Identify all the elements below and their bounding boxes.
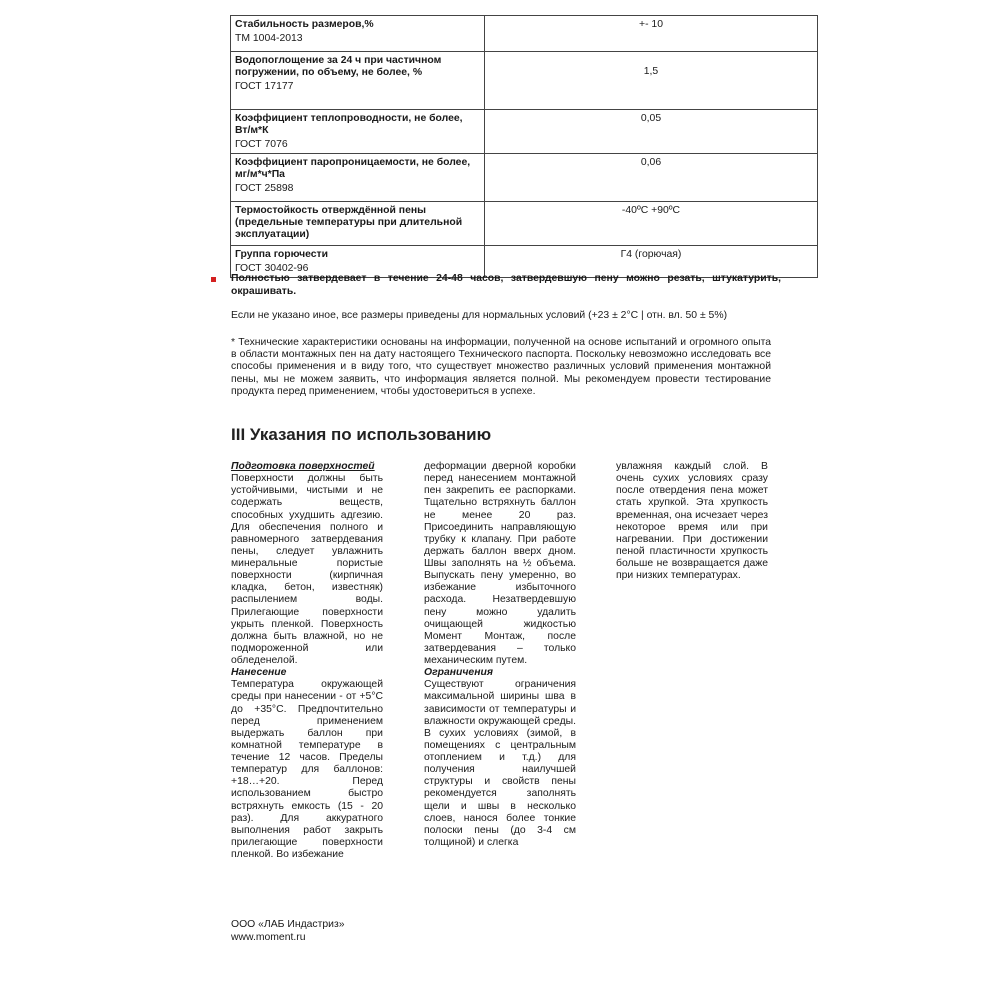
spec-param-title: Стабильность размеров,%	[235, 19, 374, 30]
spec-param-standard: ГОСТ 17177	[235, 81, 294, 93]
spec-param-cell	[231, 16, 485, 52]
apply-heading: Нанесение	[231, 667, 287, 679]
limits-text: Существуют ограничения максимальной ширины шва в зависимости от температуры и влажности окружающей среды. В сухих условиях (зимой, в помещениях с центральным отоплением и т.д.) для получения наилучшей структуры и свойств пены рекомендуется заполнять щели и швы в несколько слоев, нанося более тонкие полоски пены (до 3-4 см толщиной) и слегка	[424, 679, 576, 848]
spec-param-standard: ГОСТ 30402-96	[235, 263, 309, 275]
instructions-column-2	[424, 461, 576, 849]
website-link[interactable]: www.moment.ru	[231, 931, 306, 943]
apply-text: Температура окружающей среды при нанесении - от +5°С до +35°С. Предпочтительно перед применением выдержать баллон при комнатной температуре в течение 12 часов. Пределы температур для баллонов: +18…+20. Перед использованием быстро встряхнуть емкость (15 - 20 раз). Для аккуратного выполнения работ закрыть прилегающие поверхности пленкой. Во избежание	[231, 679, 383, 860]
spec-row	[231, 52, 818, 110]
limits-text-continued: увлажняя каждый слой. В очень сухих условиях сразу после отвердения пена может стать хрупкой. Эта хрупкость временная, она исчезает через некоторое время или при нагревании. При достижении пеной пластичности хрупкость больше не возвращается даже при низких температурах.	[616, 461, 768, 582]
apply-text-continued: деформации дверной коробки перед нанесением монтажной пен закрепить ее распорками. Тщательно встряхнуть баллон не менее 20 раз. Присоединить направляющую трубку к клапану. При работе держать баллон вверх дном. Швы заполнять на ½ объема. Выпускать пену умеренно, во избежание избыточного расхода. Незатвердевшую пену можно удалить очищающей жидкостью Момент Монтаж, после затвердевания – только механическим путем.	[424, 461, 576, 666]
bullet-square-icon	[211, 277, 216, 282]
cure-time-note: Полностью затвердевает в течение 24-48 часов, затвердевшую пену можно резать, штукатурить, окрашивать.	[231, 273, 781, 297]
company-name: ООО «ЛАБ Индастриз»	[231, 919, 345, 930]
spec-param-title: Водопоглощение за 24 ч при частичном погружении, по объему, не более, %	[235, 55, 442, 79]
spec-row	[231, 110, 818, 154]
spec-param-cell	[231, 154, 485, 202]
spec-table	[230, 15, 818, 278]
footer	[231, 919, 345, 944]
spec-value: +- 10	[485, 16, 818, 52]
spec-param-cell	[231, 202, 485, 246]
instructions-column-1	[231, 461, 383, 861]
spec-value: 0,06	[485, 154, 818, 202]
spec-value: 1,5	[485, 52, 818, 110]
prep-heading: Подготовка поверхностей	[231, 461, 375, 472]
spec-param-title: Коэффициент паропроницаемости, не более, мг/м*ч*Па	[235, 157, 471, 181]
spec-row	[231, 202, 818, 246]
prep-text: Поверхности должны быть устойчивыми, чистыми и не содержать веществ, способных ухудшить адгезию. Для обеспечения полного и равномерного затвердевания пены, следует увлажнить минеральные пористые поверхности (кирпичная кладка, бетон, известняк) распылением воды. Прилегающие поверхности укрыть пленкой. Поверхность должна быть влажной, но не подмороженной или обледенелой.	[231, 473, 383, 666]
spec-value: 0,05	[485, 110, 818, 154]
spec-value: Г4 (горючая)	[485, 246, 818, 278]
spec-row	[231, 16, 818, 52]
disclaimer-note: * Технические характеристики основаны на информации, полученной на основе испытаний и огромного опыта в области монтажных пен на дату настоящего Технического паспорта. Поскольку невозможно исследовать все способы применения и в виду того, что существует множество различных условий применения монтажной пены, мы не можем заявить, что информация является полной. Мы рекомендуем провести тестирование продукта перед применением, чтобы удостовериться в успехе.	[231, 337, 771, 397]
conditions-note: Если не указано иное, все размеры приведены для нормальных условий (+23 ± 2°C | отн. вл. 50 ± 5%)	[231, 310, 728, 321]
spec-row	[231, 154, 818, 202]
spec-param-standard: ГОСТ 7076	[235, 139, 288, 151]
spec-value: -40ºС +90ºС	[485, 202, 818, 246]
limits-heading: Ограничения	[424, 667, 493, 679]
spec-param-title: Группа горючести	[235, 249, 328, 260]
spec-param-title: Коэффициент теплопроводности, не более, Вт/м*К	[235, 113, 463, 137]
spec-param-cell	[231, 52, 485, 110]
spec-param-standard: ТМ 1004-2013	[235, 33, 303, 45]
instructions-column-3	[616, 461, 768, 582]
section-title: III Указания по использованию	[231, 425, 492, 444]
spec-param-title: Термостойкость отверждённой пены (предельные температуры при длительной эксплуатации)	[235, 205, 463, 241]
spec-param-cell	[231, 110, 485, 154]
spec-param-standard: ГОСТ 25898	[235, 183, 294, 195]
